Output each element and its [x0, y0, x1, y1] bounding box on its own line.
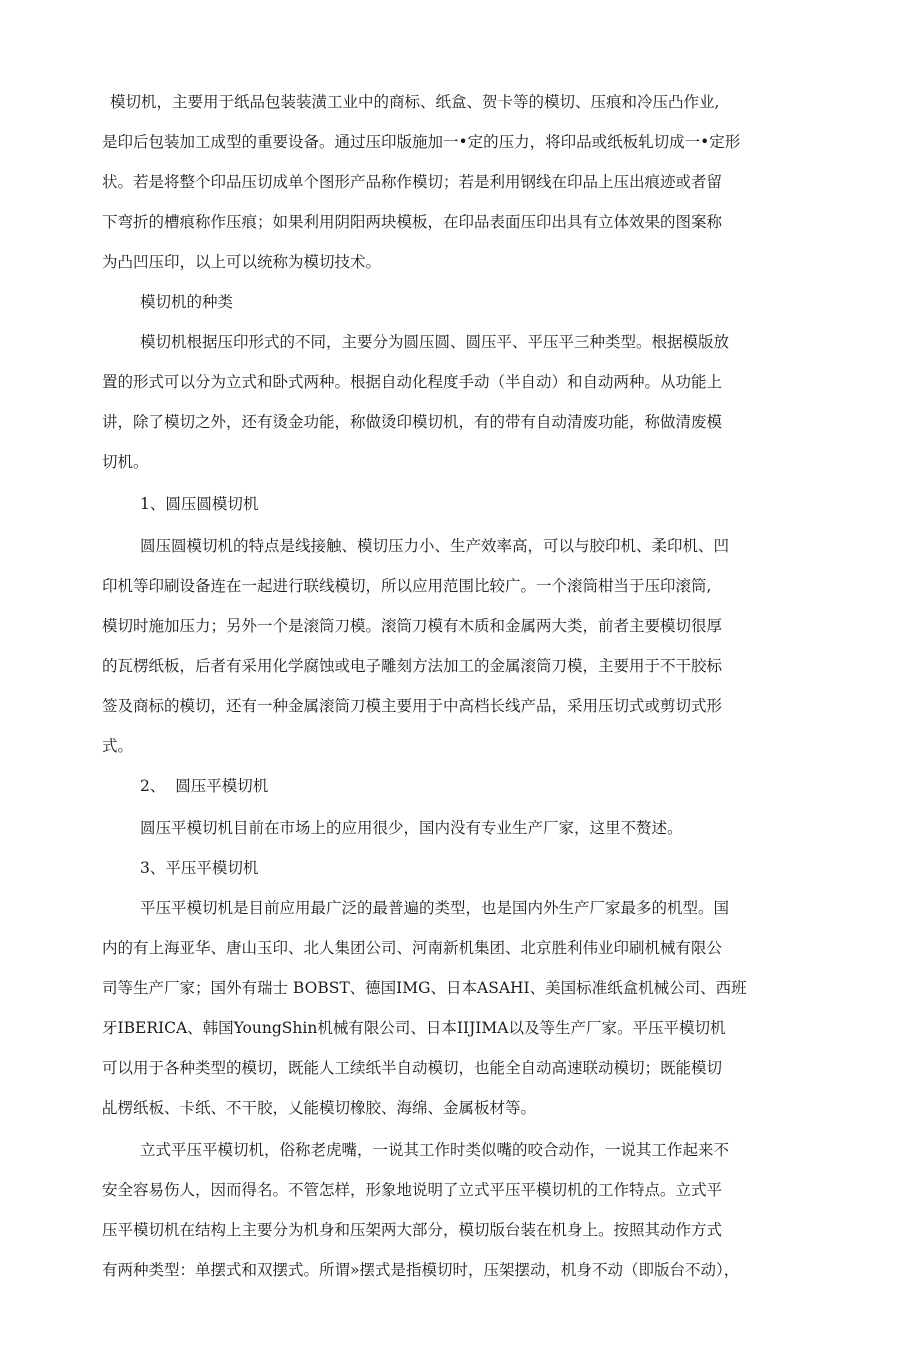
intro-line-3: 状。若是将整个印品压切成单个图形产品称作模切；若是利用钢线在印品上压出痕迹或者留: [102, 173, 723, 191]
types-line-3: 讲，除了模切之外，还有烫金功能，称做烫印模切机，有的带有自动清废功能，称做清废模: [102, 413, 723, 431]
rr-heading: 1、圆压圆模切机: [140, 495, 259, 513]
intro-line-5: 为凸凹压印，以上可以统称为模切技术。: [102, 253, 382, 271]
rf-heading: 2、 圆压平模切机: [140, 777, 269, 795]
ff-line-4: 牙IBERICA、韩国YoungShin机械有限公司、日本IIJIMA以及等生产厂家。平压平模切机: [102, 1019, 726, 1037]
rr-line-6: 式。: [102, 737, 134, 755]
ff-heading: 3、平压平模切机: [140, 859, 259, 877]
intro-line-4: 下弯折的槽痕称作压痕；如果利用阴阳两块模板，在印品表面压印出具有立体效果的图案称: [102, 213, 723, 231]
rr-line-4: 的瓦楞纸板，后者有采用化学腐蚀或电子雕刻方法加工的金属滚筒刀模，主要用于不干胶标: [102, 657, 723, 675]
types-line-1: 模切机根据压印形式的不同，主要分为圆压圆、圆压平、平压平三种类型。根据模版放: [140, 333, 730, 351]
rr-line-2: 印机等印刷设备连在一起进行联线模切，所以应用范围比较广。一个滚筒柑当于压印滚筒,: [102, 577, 712, 595]
rr-line-1: 圆压圆模切机的特点是线接触、模切压力小、生产效率高，可以与胶印机、柔印机、凹: [140, 537, 730, 555]
vertical-line-4: 有两种类型：单摆式和双摆式。所谓»摆式是指模切时，压架摆动，机身不动（即版台不动），: [102, 1261, 740, 1279]
types-line-4: 切机。: [102, 453, 149, 471]
types-heading: 模切机的种类: [140, 293, 234, 311]
vertical-line-3: 压平模切机在结构上主要分为机身和压架两大部分，模切版台装在机身上。按照其动作方式: [102, 1221, 723, 1239]
intro-line-2: 是印后包装加工成型的重要设备。通过压印版施加一•定的压力，将印品或纸板轧切成一•定形: [102, 133, 741, 151]
rf-line-1: 圆压平模切机目前在市场上的应用很少，国内没有专业生产厂家，这里不赘述。: [140, 819, 683, 837]
vertical-line-1: 立式平压平模切机，俗称老虎嘴，一说其工作时类似嘴的咬合动作，一说其工作起来不: [140, 1141, 730, 1159]
ff-line-3: 司等生产厂家；国外有瑞士 BOBST、德国IMG、日本ASAHI、美国标准纸盒机械公司、西班: [102, 979, 747, 997]
vertical-line-2: 安全容易伤人，因而得名。不管怎样，形象地说明了立式平压平模切机的工作特点。立式平: [102, 1181, 723, 1199]
ff-line-2: 内的有上海亚华、唐山玉印、北人集团公司、河南新机集团、北京胜利伟业印刷机械有限公: [102, 939, 723, 957]
types-line-2: 置的形式可以分为立式和卧式两种。根据自动化程度手动（半自动）和自动两种。从功能上: [102, 373, 723, 391]
ff-line-6: 乩楞纸板、卡纸、不干胶，乂能模切橡胶、海绵、金属板材等。: [102, 1099, 537, 1117]
intro-line-1: 模切机，主要用于纸品包装装潢工业中的商标、纸盒、贺卡等的模切、压痕和冷压凸作业,: [110, 93, 720, 111]
ff-line-1: 平压平模切机是目前应用最广泛的最普遍的类型，也是国内外生产厂家最多的机型。国: [140, 899, 730, 917]
rr-line-3: 模切时施加压力；另外一个是滚筒刀模。滚筒刀模有木质和金属两大类，前者主要模切很厚: [102, 617, 723, 635]
rr-line-5: 签及商标的模切，还有一种金属滚筒刀模主要用于中高档长线产品，采用压切式或剪切式形: [102, 697, 723, 715]
ff-line-5: 可以用于各种类型的模切，既能人工续纸半自动模切，也能全自动高速联动模切；既能模切: [102, 1059, 723, 1077]
